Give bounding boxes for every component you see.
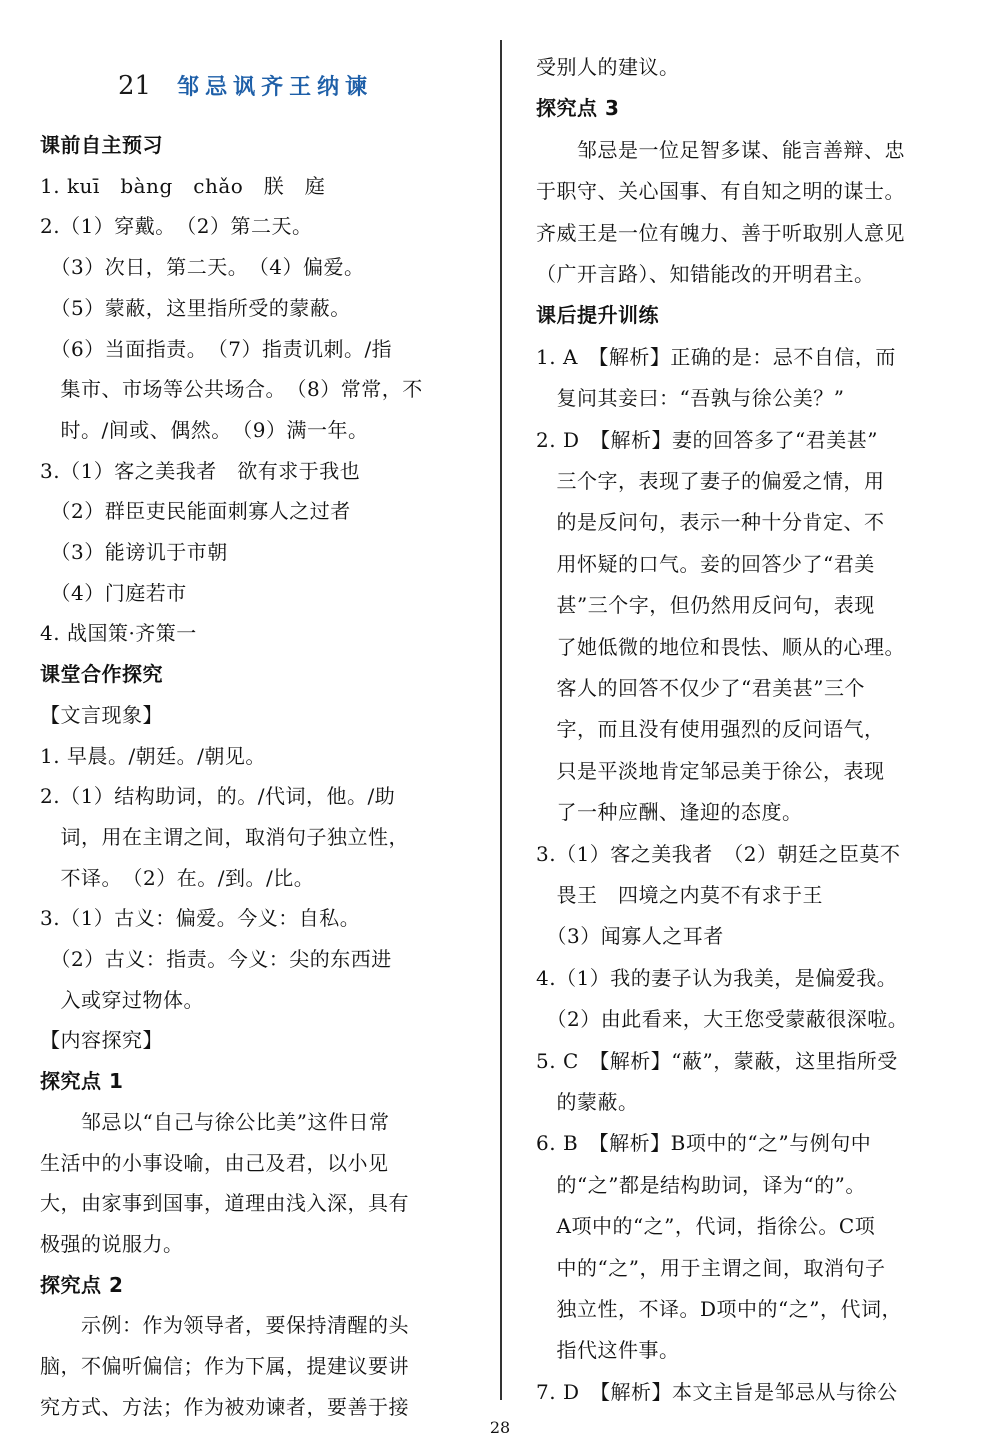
- section-heading: 课后提升训练: [536, 303, 659, 328]
- text-line: 2. D 【解析】妻的回答多了“君美甚”: [536, 427, 878, 452]
- text-line: 3.（1）古义：偏爱。今义：自私。: [40, 906, 361, 931]
- text-line: 7. D 【解析】本文主旨是邹忌从与徐公: [536, 1379, 898, 1404]
- text-line: 于职守、关心国事、有自知之明的谋士。: [536, 179, 905, 204]
- text-line: 只是平淡地肯定邹忌美于徐公，表现: [536, 758, 885, 783]
- text-line: 1. 早晨。/朝廷。/朝见。: [40, 743, 266, 768]
- text-line: 3.（1）客之美我者 欲有求于我也: [40, 458, 361, 483]
- text-line: A项中的“之”，代词，指徐公。C项: [536, 1214, 876, 1239]
- text-line: （4）门庭若市: [40, 580, 187, 605]
- text-line: 独立性，不译。D项中的“之”，代词，: [536, 1297, 902, 1321]
- text-line: （3）闻寡人之耳者: [536, 924, 724, 949]
- text-line: （2）古义：指责。今义：尖的东西进: [40, 947, 392, 971]
- text-line: 入或穿过物体。: [40, 987, 204, 1012]
- text-line: 甚”三个字，但仍然用反问句，表现: [536, 593, 875, 618]
- text-line: 词，用在主谓之间，取消句子独立性，: [40, 824, 409, 849]
- text-line: 脑，不偏听偏信；作为下属，提建议要讲: [40, 1354, 409, 1378]
- text-line: 邹忌是一位足智多谋、能言善辩、忠: [536, 137, 905, 162]
- text-line: （3）能谤讥于市朝: [40, 540, 228, 564]
- lesson-title: [118, 70, 373, 106]
- section-heading: 课堂合作探究: [40, 662, 163, 687]
- text-line: 齐威王是一位有魄力、善于听取别人意见: [536, 220, 905, 245]
- text-line: 2.（1）穿戴。 （2）第二天。: [40, 214, 313, 239]
- text-line: （5）蒙蔽，这里指所受的蒙蔽。: [40, 295, 351, 320]
- text-line: 示例：作为领导者，要保持清醒的头: [40, 1313, 409, 1338]
- section-heading: 课前自主预习: [40, 133, 163, 157]
- lesson-number: 21: [118, 71, 152, 101]
- text-line: 用怀疑的口气。妾的回答少了“君美: [536, 551, 875, 576]
- text-line: 极强的说服力。: [40, 1231, 184, 1256]
- text-line: 复问其妾曰：“吾孰与徐公美？”: [536, 386, 845, 411]
- text-line: 大，由家事到国事，道理由浅入深，具有: [40, 1191, 409, 1216]
- text-line: 了一种应酬、逢迎的态度。: [536, 800, 803, 825]
- text-line: 中的“之”，用于主谓之间，取消句子: [536, 1255, 886, 1280]
- text-line: 究方式、方法；作为被劝谏者，要善于接: [40, 1394, 409, 1419]
- text-line: 指代这件事。: [536, 1338, 680, 1363]
- text-line: 邹忌以“自己与徐公比美”这件日常: [40, 1109, 390, 1134]
- text-line: 畏王 四境之内莫不有求于王: [536, 883, 823, 907]
- text-line: 客人的回答不仅少了“君美甚”三个: [536, 676, 865, 700]
- text-line: 的是反问句，表示一种十分肯定、不: [536, 510, 885, 535]
- text-line: 4.（1）我的妻子认为我美，是偏爱我。: [536, 965, 898, 990]
- text-line: 的“之”都是结构助词，译为“的”。: [536, 1172, 866, 1197]
- section-heading: 探究点 2: [40, 1272, 124, 1297]
- text-line: 生活中的小事设喻，由己及君，以小见: [40, 1150, 389, 1175]
- text-line: 三个字，表现了妻子的偏爱之情，用: [536, 469, 885, 493]
- text-line: （3）次日，第二天。 （4）偏爱。: [40, 255, 365, 280]
- text-line: 不译。 （2）在。/到。/比。: [40, 865, 315, 890]
- text-line: 4. 战国策·齐策一: [40, 621, 197, 646]
- text-line: 的蒙蔽。: [536, 1090, 639, 1114]
- page-number: 28: [489, 1418, 511, 1437]
- text-line: 3.（1）客之美我者 （2）朝廷之臣莫不: [536, 841, 901, 866]
- text-line: 集市、市场等公共场合。 （8）常常，不: [40, 377, 423, 402]
- text-line: 了她低微的地位和畏怯、顺从的心理。: [536, 634, 905, 659]
- section-heading: 探究点 3: [536, 96, 620, 121]
- text-line: 时。/间或、偶然。 （9）满一年。: [40, 417, 369, 442]
- text-line: 【内容探究】: [40, 1028, 163, 1053]
- text-line: 1. A 【解析】正确的是：忌不自信，而: [536, 344, 896, 369]
- text-line: 5. C 【解析】“蔽”，蒙蔽，这里指所受: [536, 1048, 898, 1073]
- text-line: 受别人的建议。: [536, 55, 680, 79]
- text-line: 字，而且没有使用强烈的反问语气，: [536, 717, 885, 742]
- column-divider: [500, 40, 502, 1400]
- text-line: 【文言现象】: [40, 702, 163, 727]
- text-line: 2.（1）结构助词，的。/代词，他。/助: [40, 784, 396, 809]
- text-line: （广开言路）、知错能改的开明君主。: [536, 262, 875, 286]
- section-heading: 探究点 1: [40, 1069, 124, 1094]
- text-line: 6. B 【解析】B项中的“之”与例句中: [536, 1131, 872, 1156]
- text-line: （6）当面指责。 （7）指责讥刺。/指: [40, 336, 393, 361]
- lesson-name: 邹忌讽齐王纳谏: [177, 75, 374, 100]
- text-line: （2）群臣吏民能面刺寡人之过者: [40, 499, 351, 524]
- text-line: 1. kuī bàng chǎo 朕 庭: [40, 173, 326, 198]
- text-line: （2）由此看来，大王您受蒙蔽很深啦。: [536, 1007, 909, 1032]
